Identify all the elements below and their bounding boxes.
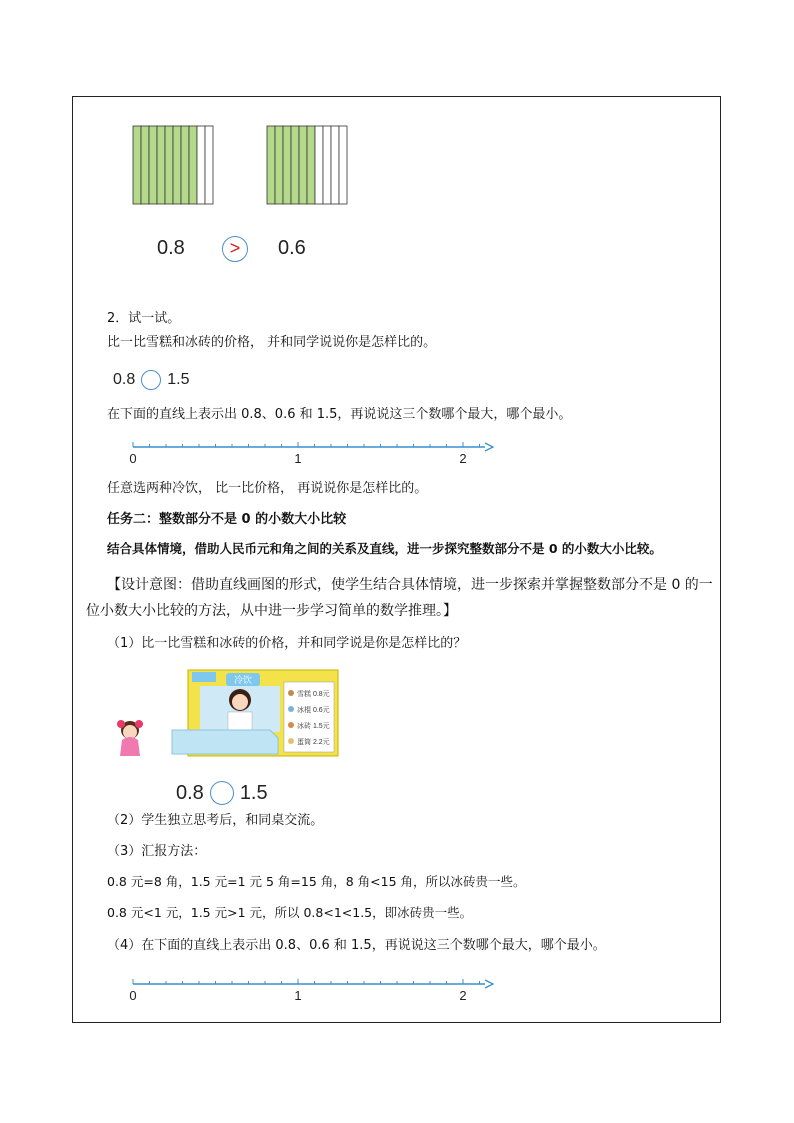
menu-item: 蛋筒 2.2元 <box>297 739 330 746</box>
menu-item: 冰棍 0.6元 <box>297 707 330 714</box>
shop-sign: 冷饮 <box>233 675 253 685</box>
fraction-strip <box>133 126 141 204</box>
fraction-strip <box>323 126 331 204</box>
number-line-label: 0 <box>129 988 137 1003</box>
task2-step1: （1）比一比雪糕和冰砖的价格，并和同学说是你是怎样比的？ <box>107 636 467 651</box>
fraction-strip <box>307 126 315 204</box>
number-line-label: 0 <box>129 451 137 466</box>
number-line-label: 2 <box>459 451 467 466</box>
number-line-label: 1 <box>294 451 302 466</box>
fraction-strip <box>197 126 205 204</box>
menu-item: 雪糕 0.8元 <box>297 691 330 698</box>
fraction-strip <box>299 126 307 204</box>
task2-compare <box>176 781 268 805</box>
number-line-label: 2 <box>459 988 467 1003</box>
number-line-arrow <box>485 443 493 451</box>
fraction-bar-0.8 <box>132 125 216 205</box>
fraction-bar-0.6 <box>266 125 350 205</box>
ice-cream-icon <box>288 738 294 744</box>
task2-design-line2: 位小数大小比较的方法，从中进一步学习简单的数学推理。】 <box>86 603 457 619</box>
fraction-strip <box>331 126 339 204</box>
fraction-strip <box>173 126 181 204</box>
task2-goal: 结合具体情境，借助人民币元和角之间的关系及直线，进一步探究整数部分不是 0 的小数大小比较。 <box>107 541 662 556</box>
compare2-blank-circle[interactable] <box>141 370 161 390</box>
compare1-left: 0.8 <box>157 237 185 259</box>
task2-step3: （3）汇报方法： <box>107 844 207 859</box>
fraction-strip <box>157 126 165 204</box>
fraction-strip <box>315 126 323 204</box>
fraction-strip <box>283 126 291 204</box>
task2-method1: 0.8 元=8 角，1.5 元=1 元 5 角=15 角，8 角<15 角，所以冰砖贵一些。 <box>107 874 526 889</box>
compare3-left: 0.8 <box>176 781 204 804</box>
section2-line1: 比一比雪糕和冰砖的价格， 并和同学说说你是怎样比的。 <box>107 335 437 350</box>
compare2-right: 1.5 <box>167 371 190 388</box>
fraction-strip <box>141 126 149 204</box>
ice-cream-icon <box>288 706 294 712</box>
fraction-strip <box>189 126 197 204</box>
compare1-right: 0.6 <box>278 237 306 259</box>
fraction-strip <box>181 126 189 204</box>
number-line-2[interactable] <box>125 977 495 1003</box>
number-line-1[interactable] <box>125 440 495 466</box>
section2-heading: 2．试一试。 <box>107 311 181 326</box>
section2-compare <box>113 370 190 390</box>
section2-numberline-instruction: 在下面的直线上表示出 0.8、0.6 和 1.5，再说说这三个数哪个最大，哪个最小。 <box>107 407 572 422</box>
fraction-strip <box>275 126 283 204</box>
compare3-blank-circle[interactable] <box>210 781 234 805</box>
fraction-strip <box>267 126 275 204</box>
fraction-strip <box>291 126 299 204</box>
girl-customer-icon <box>117 720 143 756</box>
menu-item: 冰砖 1.5元 <box>297 723 330 730</box>
fraction-strip <box>165 126 173 204</box>
ice-cream-icon <box>288 722 294 728</box>
task2-step4: （4）在下面的直线上表示出 0.8、0.6 和 1.5，再说说这三个数哪个最大，哪个最小。 <box>107 938 606 953</box>
task2-method2: 0.8 元<1 元，1.5 元>1 元，所以 0.8<1<1.5，即冰砖贵一些。 <box>107 905 473 920</box>
fraction-strip <box>205 126 213 204</box>
ice-cream-icon <box>288 690 294 696</box>
compare3-right: 1.5 <box>239 781 268 804</box>
task2-design-line1: 【设计意图：借助直线画图的形式，使学生结合具体情境，进一步探索并掌握整数部分不是 0 的一 <box>107 577 713 593</box>
compare1-symbol: > <box>222 236 248 262</box>
ice-cream-shop-illustration <box>110 668 350 762</box>
number-line-label: 1 <box>294 988 302 1003</box>
fraction-strip <box>339 126 347 204</box>
compare2-left: 0.8 <box>113 371 136 388</box>
number-line-arrow <box>485 980 493 988</box>
task2-title: 任务二：整数部分不是 0 的小数大小比较 <box>107 512 347 527</box>
fraction-strip <box>149 126 157 204</box>
section2-line2: 任意选两种冷饮， 比一比价格， 再说说你是怎样比的。 <box>107 481 428 496</box>
task2-step2: （2）学生独立思考后，和同桌交流。 <box>107 813 324 828</box>
